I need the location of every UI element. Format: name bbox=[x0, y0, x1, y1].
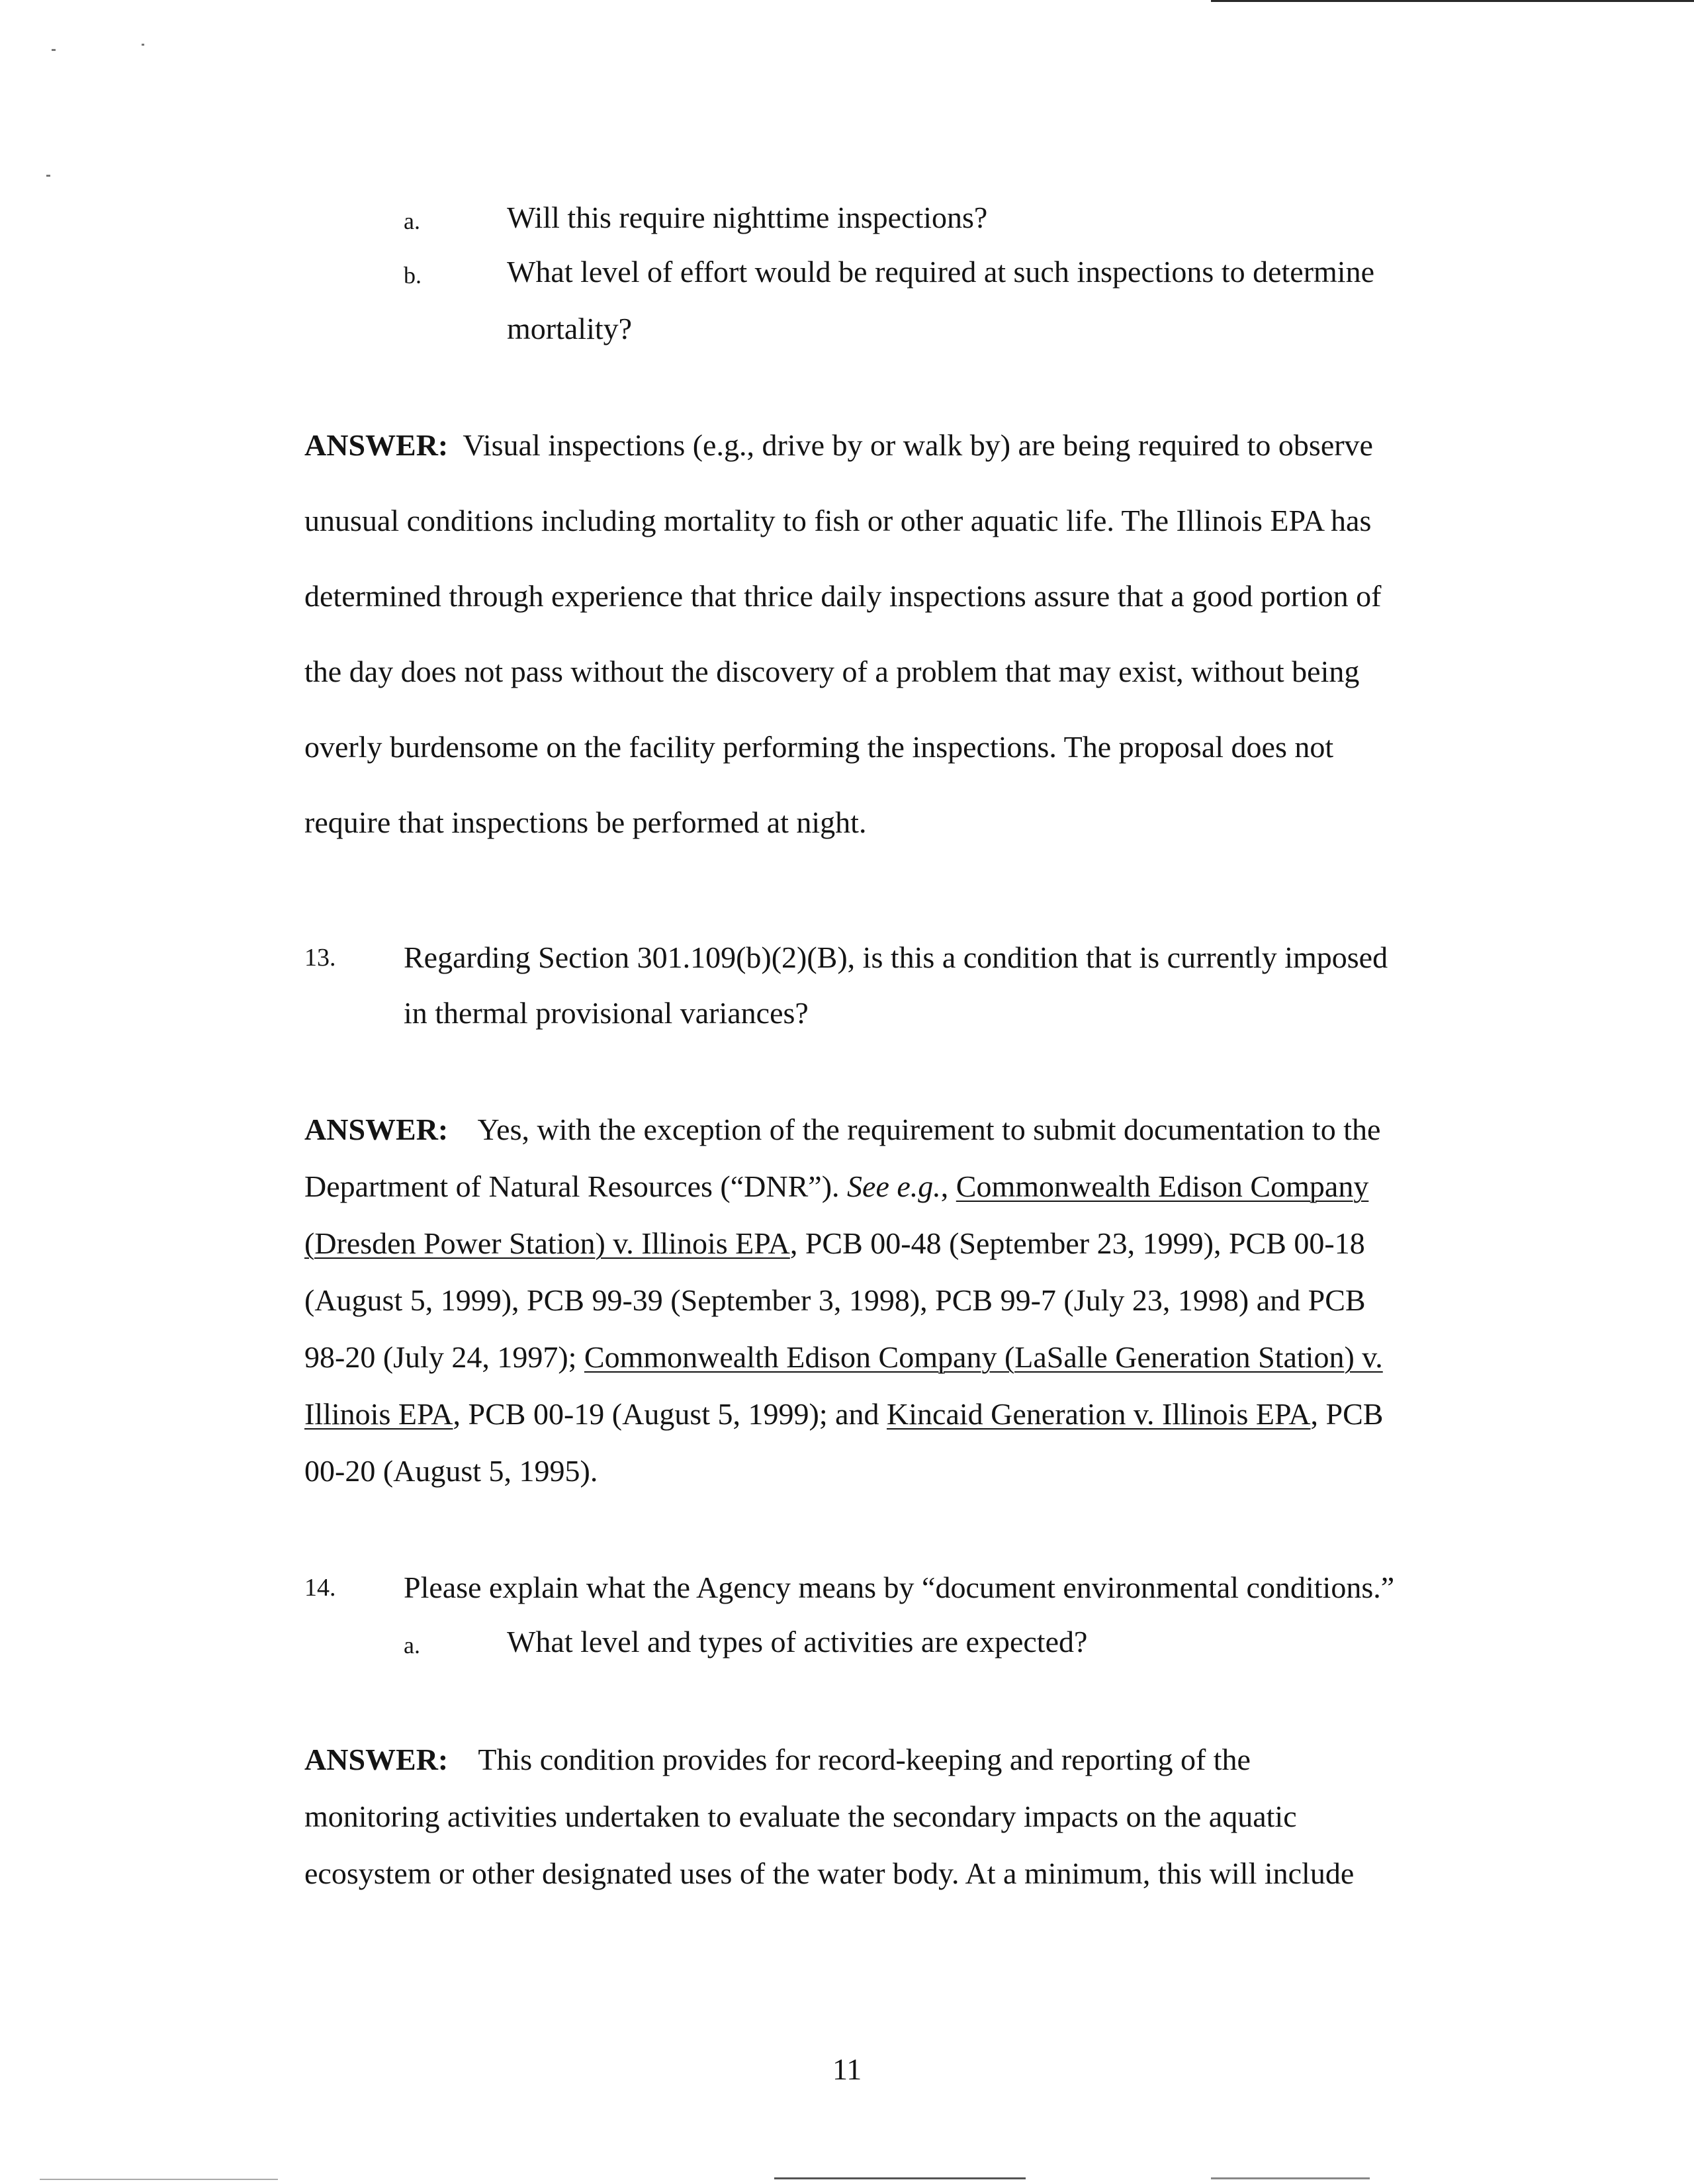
answer-text: , bbox=[940, 1169, 956, 1203]
answer-14-line3: ecosystem or other designated uses of the water body. At a minimum, this will include bbox=[304, 1856, 1355, 1890]
answer-12-line2: unusual conditions including mortality to fish or other aquatic life. The Illinois EPA has bbox=[304, 504, 1372, 537]
answer-13-line3 bbox=[304, 1228, 1365, 1259]
scan-edge-rule bbox=[1211, 2177, 1370, 2179]
scan-edge-rule bbox=[1211, 0, 1694, 2]
case-name: Commonwealth Edison Company bbox=[956, 1169, 1369, 1203]
scan-edge-rule bbox=[774, 2177, 1026, 2179]
answer-label: ANSWER: bbox=[304, 1113, 449, 1146]
scan-speck bbox=[46, 175, 50, 177]
answer-text: , PCB bbox=[1310, 1397, 1384, 1431]
item-text-a: Will this require nighttime inspections? bbox=[507, 201, 988, 234]
answer-13-line1 bbox=[304, 1115, 1380, 1145]
question-13-line2: in thermal provisional variances? bbox=[404, 996, 809, 1030]
page-number: 11 bbox=[832, 2052, 862, 2086]
answer-12-line1 bbox=[304, 430, 1373, 461]
answer-13-line2 bbox=[304, 1171, 1368, 1202]
answer-label: ANSWER: bbox=[304, 428, 449, 462]
case-name: Illinois EPA bbox=[304, 1397, 453, 1431]
item-label-a: a. bbox=[404, 208, 420, 234]
item-label-a: a. bbox=[404, 1632, 420, 1659]
question-14-text: Please explain what the Agency means by “document environmental conditions.” bbox=[404, 1570, 1395, 1604]
item-label-b: b. bbox=[404, 262, 422, 289]
answer-text: 98-20 (July 24, 1997); bbox=[304, 1340, 584, 1374]
case-name: Commonwealth Edison Company (LaSalle Generation Station) v. bbox=[584, 1340, 1383, 1374]
answer-13-line6 bbox=[304, 1399, 1383, 1430]
answer-text: This condition provides for record-keeping and reporting of the bbox=[478, 1743, 1251, 1776]
answer-text: Department of Natural Resources (“DNR”). bbox=[304, 1169, 848, 1203]
answer-text: Visual inspections (e.g., drive by or walk by) are being required to observe bbox=[463, 428, 1373, 462]
scan-speck bbox=[142, 44, 144, 46]
answer-12-line3: determined through experience that thrice daily inspections assure that a good portion of bbox=[304, 579, 1382, 613]
answer-13-line4: (August 5, 1999), PCB 99-39 (September 3, 1998), PCB 99-7 (July 23, 1998) and PCB bbox=[304, 1283, 1366, 1317]
answer-14-line2: monitoring activities undertaken to evaluate the secondary impacts on the aquatic bbox=[304, 1799, 1297, 1833]
answer-text: , PCB 00-19 (August 5, 1999); and bbox=[453, 1397, 887, 1431]
case-name: (Dresden Power Station) v. Illinois EPA bbox=[304, 1226, 790, 1260]
answer-12-line5: overly burdensome on the facility performing the inspections. The proposal does not bbox=[304, 730, 1334, 764]
answer-12-line4: the day does not pass without the discovery of a problem that may exist, without being bbox=[304, 655, 1360, 688]
citation-signal: See e.g. bbox=[847, 1169, 941, 1203]
answer-12-line6: require that inspections be performed at night. bbox=[304, 805, 867, 839]
case-name: Kincaid Generation v. Illinois EPA bbox=[887, 1397, 1311, 1431]
answer-13-line7: 00-20 (August 5, 1995). bbox=[304, 1454, 598, 1488]
answer-text: , PCB 00-48 (September 23, 1999), PCB 00-18 bbox=[789, 1226, 1365, 1260]
scan-edge-rule bbox=[40, 2179, 278, 2180]
item-text-b-line2: mortality? bbox=[507, 312, 633, 345]
question-number-13: 13. bbox=[304, 944, 336, 972]
scan-speck bbox=[52, 49, 56, 51]
answer-text: Yes, with the exception of the requirement to submit documentation to the bbox=[477, 1113, 1381, 1146]
answer-label: ANSWER: bbox=[304, 1743, 449, 1776]
answer-13-line5 bbox=[304, 1342, 1383, 1373]
item-text-b-line1: What level of effort would be required at such inspections to determine bbox=[507, 255, 1374, 289]
item-text-a: What level and types of activities are expected? bbox=[507, 1625, 1088, 1659]
question-number-14: 14. bbox=[304, 1574, 336, 1602]
answer-14-line1 bbox=[304, 1745, 1251, 1775]
question-13-line1: Regarding Section 301.109(b)(2)(B), is this a condition that is currently imposed bbox=[404, 940, 1388, 974]
